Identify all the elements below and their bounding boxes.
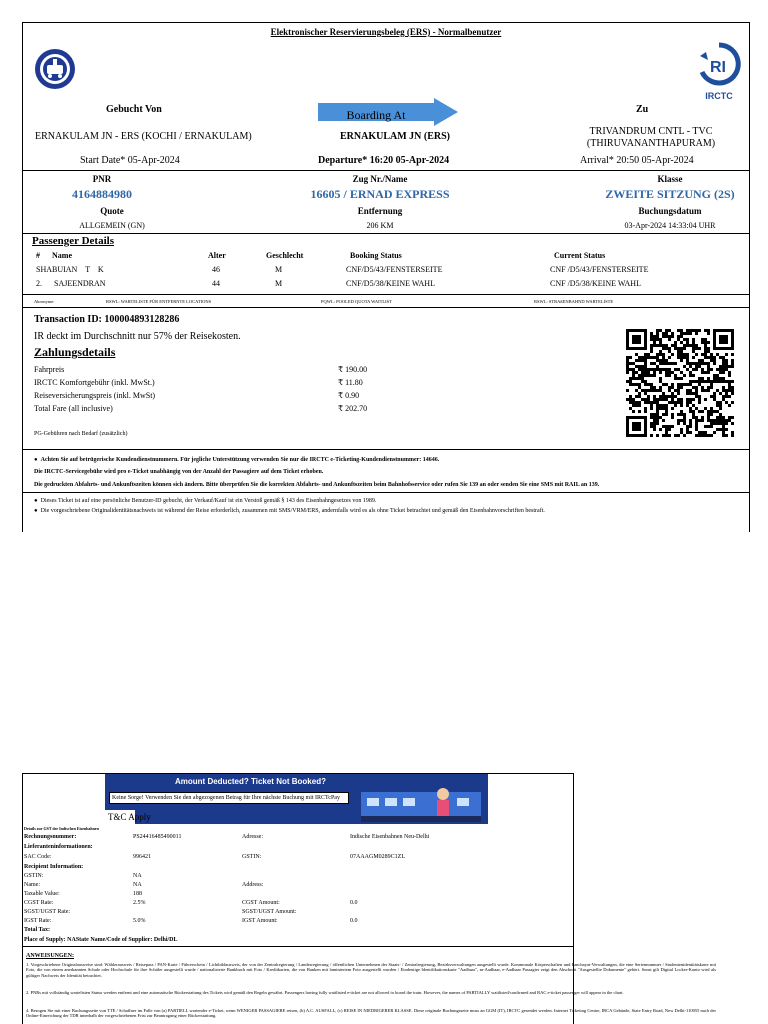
banner-subtext: Keine Sorge! Verwenden Sie den abgezogenen Betrag für Ihre nächste Buchung mit IRCTcPay xyxy=(112,795,340,801)
passenger-current-status: CNF /D5/38/KEINE WAHL xyxy=(550,279,641,288)
divider xyxy=(22,492,750,493)
booking-date-value: 03-Apr-2024 14:33:04 UHR xyxy=(624,221,716,230)
divider xyxy=(22,294,750,295)
recipient-name-value: NA xyxy=(133,882,142,888)
divider xyxy=(22,449,750,450)
boarding-label: Boarding At xyxy=(346,108,406,122)
banner-heading: Amount Deducted? Ticket Not Booked? xyxy=(175,777,326,786)
col-header-age: Alter xyxy=(208,251,226,260)
divider xyxy=(22,233,750,234)
sgst-amount-label: SGST/UGST Amount: xyxy=(242,909,297,915)
passenger-gender: M xyxy=(275,279,283,288)
igst-rate-value: 5.0% xyxy=(133,918,146,924)
fare-label: Fahrpreis xyxy=(34,365,65,374)
to-station: TRIVANDRUM CNTL - TVC (THIRUVANANTHAPURAM) xyxy=(586,126,716,149)
train-value: 16605 / ERNAD EXPRESS xyxy=(310,187,450,201)
passenger-section-title: Passenger Details xyxy=(32,235,114,247)
col-header-name: Name xyxy=(52,251,72,260)
quota-value: ALLGEMEIN (GN) xyxy=(79,221,145,230)
class-label: Klasse xyxy=(657,174,683,184)
insurance-label: Reiseversicherungspreis (inkl. MwSt) xyxy=(34,391,156,400)
class-value: ZWEITE SITZUNG (2S) xyxy=(605,187,735,201)
fare-value: ₹ 190.00 xyxy=(338,365,368,374)
divider xyxy=(22,170,750,171)
recipient-info-label: Recipient Information: xyxy=(24,864,84,870)
acronyms-label: Akronyme: xyxy=(34,299,55,304)
acronym-rswl: RSWL: WARTELISTE FÜR ENTFERNTE LOCATIONS xyxy=(106,299,212,304)
divider xyxy=(22,307,750,308)
subsidy-note: IR deckt im Durchschnitt nur 57% der Reisekosten. xyxy=(34,331,241,342)
bullet-icon: ● xyxy=(34,508,41,514)
col-header-current-status: Current Status xyxy=(554,251,606,260)
taxable-value: 188 xyxy=(133,891,142,897)
col-header-num: # xyxy=(36,251,40,260)
qr-code xyxy=(626,329,734,437)
gstin-label: GSTIN: xyxy=(242,854,262,860)
convenience-fee-label: IRCTC Komfortgebühr (inkl. MwSt.) xyxy=(34,378,155,387)
passenger-current-status: CNF /D5/43/FENSTERSEITE xyxy=(550,265,649,274)
total-tax-label: Total Tax: xyxy=(24,927,50,933)
insurance-value: ₹ 0.90 xyxy=(338,391,360,400)
address-label: Adresse: xyxy=(242,834,263,840)
id-proof-note: ● Die vorgeschriebene Originalidentitätsnachweis ist während der Reise erforderlich, zusammen mit SMS/VRM/ERS, andernfalls wird es als ohne Ticket betrachtet und gemäß den Eisenbahnvorschriften bestraft. xyxy=(34,508,545,514)
distance-value: 206 KM xyxy=(366,221,394,230)
irctc-logo xyxy=(694,42,744,101)
pnr-value: 4164884980 xyxy=(72,187,132,201)
recipient-address-label: Address: xyxy=(242,882,264,888)
to-label: Zu xyxy=(636,104,649,115)
sac-value: 996421 xyxy=(133,854,151,860)
invoice-number: PS24416485490011 xyxy=(133,834,182,840)
boarding-station: ERNAKULAM JN (ERS) xyxy=(340,131,450,142)
instructions-title: ANWEISUNGEN: xyxy=(26,953,75,959)
passenger-name: SHABUIAN T K xyxy=(36,265,104,274)
igst-amount-value: 0.0 xyxy=(350,918,358,924)
terms-link[interactable]: T&C Apply xyxy=(108,812,151,822)
train-illustration-icon xyxy=(361,782,481,822)
taxable-value-label: Taxable Value: xyxy=(24,891,60,897)
instruction-1: 1. Vorgeschriebene Originalausweise sind: Wählerausweis / Reisepass / PAN-Karte / Führerschein / Lichtbildausweis, der von der Zentralregierung / Landesregierung / öffentlichen Unternehmen der Staats- / Zentralregierung, Bezirksverwaltungen ausgestellt wurde. Kommunale Körperschaften und Panchayat-Verwaltungen, die eine Seriennummer / Studentenidentitätskarte mit Foto, die von einem anerkannten Schule oder Hochschule für ihre Schüler ausgestellt wurde / nationalisierte Bankbuch mit Foto / Kreditkarten, die von Banken mit laminiertem Foto ausgestellt wurden / Eindeutige Identifikationskarte "Aadhaar", m-Aadhaar, e-Aadhaar Passagier zeigt den Abschnitt "Ausgestellte Dokumente" gehört. Sonst gilt Digital Locker-Konto wird als gültiger Nachweis der Identität betrachtet. xyxy=(26,962,716,978)
convenience-fee-value: ₹ 11.80 xyxy=(338,378,363,387)
fraud-warning: ● Achten Sie auf betrügerische Kundendienstnummern. Für jegliche Unterstützung verwenden Sie nur die IRCTC e-Ticketing-Kundendienstnummer: 14646. xyxy=(34,457,440,463)
gstin-value: 07AAAGM0289C1ZL xyxy=(350,854,405,860)
train-label: Zug Nr./Name xyxy=(352,174,408,184)
total-fare-label: Total Fare (all inclusive) xyxy=(34,404,113,413)
passenger-age: 44 xyxy=(212,279,220,288)
from-label: Gebucht Von xyxy=(106,104,162,115)
divider xyxy=(22,946,574,947)
irctc-label: IRCTC xyxy=(705,91,733,101)
passenger-num: 2. xyxy=(36,279,42,288)
service-fee-note: Die IRCTC-Servicegebühr wird pro e-Ticket unabhängig von der Anzahl der Passagiere auf dem Ticket erhoben. xyxy=(34,469,324,475)
bullet-icon: ● xyxy=(34,457,41,463)
recipient-name-label: Name: xyxy=(24,882,40,888)
place-of-supply: Place of Supply: NAState Name/Code of Supplier: Delhi/DL xyxy=(24,937,178,943)
supplier-info-label: Lieferanteninformationen: xyxy=(24,844,93,850)
acronym-rlwl: RSWL: STRAßENBAHND WARTELISTE xyxy=(534,299,614,304)
recipient-gstin-label: GSTIN: xyxy=(24,873,44,879)
start-date: Start Date* 05-Apr-2024 xyxy=(80,155,180,166)
passenger-name: SAJEENDRAN xyxy=(54,279,106,288)
bullet-icon: ● xyxy=(34,498,41,504)
instruction-2: 2. PNRs mit vollständig wartelisten Status werden entfernt und eine automatische Rückerstattung des Tickets wird gemäß den Regeln gewährt. Passengers having fully waitlisted e-ticket are not allowed to board the train. However, the names of PARTIALLY waitlisted/confirmed and RAC e-ticket passenger will appear in the chart. xyxy=(26,990,624,995)
cgst-amount-value: 0.0 xyxy=(350,900,358,906)
address-value: Indische Eisenbahnen Neu-Delhi xyxy=(350,834,430,840)
invoice-number-label: Rechnungsnummer: xyxy=(24,834,77,840)
cgst-amount-label: CGST Amount: xyxy=(242,900,280,906)
from-station: ERNAKULAM JN - ERS (KOCHI / ERNAKULAM) xyxy=(35,131,252,142)
page-title: Elektronischer Reservierungsbeleg (ERS) - Normalbenutzer xyxy=(270,27,502,37)
instruction-4: 4. Bezogen Sie mit einer Buchungsseite von TTE / Schaffner im Falle von (a) PARTIELL wartender e-Ticket, wenn WENIGER PASSAGIERE reisen, (b) A.C. AUSFALL, (c) REISE IN NIEDRIGERER KLASSE. Diese originale Buchungsseite muss an GGM (IT), IRCTC gesendet werden. Internet Ticketing Centre, IRCA Gebäude, State Entry Road, New Delhi-110055 nach der Online-Einreichung der TDR innerhalb der vorgeschriebenen Frist zur Beantragung einer Rückerstattung. xyxy=(26,1008,716,1019)
igst-amount-label: IGST Amount: xyxy=(242,918,278,924)
transaction-id: Transaction ID: 100004893128286 xyxy=(34,314,180,325)
cgst-rate-value: 2.5% xyxy=(133,900,146,906)
arrival-time: Arrival* 20:50 05-Apr-2024 xyxy=(580,155,694,166)
igst-rate-label: IGST Rate: xyxy=(24,918,52,924)
booking-date-label: Buchungsdatum xyxy=(638,206,702,216)
passenger-age: 46 xyxy=(212,265,220,274)
pg-charges-note: PG-Gebühren nach Bedarf (zusätzlich) xyxy=(34,431,128,437)
personal-id-note: ● Dieses Ticket ist auf eine persönliche Benutzer-ID gebucht, der Verkauf/Kauf ist ein Verstoß gemäß § 143 des Eisenbahngesetzes von 1989. xyxy=(34,498,377,504)
pnr-label: PNR xyxy=(92,174,112,184)
cgst-rate-label: CGST Rate: xyxy=(24,900,54,906)
passenger-gender: M xyxy=(275,265,283,274)
distance-label: Entfernung xyxy=(357,206,403,216)
svg-text:RI: RI xyxy=(710,59,726,76)
timing-note: Die gedruckten Abfahrts- und Ankunftszeiten können sich ändern. Bitte überprüfen Sie die korrekten Abfahrts- und Ankunftszeiten beim Bahnhofsservice oder rufen Sie 139 an oder senden Sie eine SMS mit RAIL an 139. xyxy=(34,482,600,488)
payment-details-title: Zahlungsdetails xyxy=(34,345,116,359)
recipient-gstin-value: NA xyxy=(133,873,142,879)
indian-railways-logo xyxy=(34,48,76,90)
sac-label: SAC Code: xyxy=(24,854,52,860)
gst-section-title: Details zur GST der Indischen Eisenbahnen xyxy=(24,826,99,831)
acronym-pqwl: PQWL: POOLED QUOTA WAITLIST xyxy=(321,299,392,304)
departure-time: Departure* 16:20 05-Apr-2024 xyxy=(318,155,450,166)
sgst-rate-label: SGST/UGST Rate: xyxy=(24,909,71,915)
passenger-booking-status: CNF/D5/43/FENSTERSEITE xyxy=(346,265,443,274)
passenger-booking-status: CNF/D5/38/KEINE WAHL xyxy=(346,279,435,288)
col-header-gender: Geschlecht xyxy=(266,251,304,260)
col-header-booking-status: Booking Status xyxy=(350,251,402,260)
quota-label: Quote xyxy=(100,206,124,216)
ad-banner[interactable] xyxy=(105,774,488,824)
total-fare-value: ₹ 202.70 xyxy=(338,404,368,413)
